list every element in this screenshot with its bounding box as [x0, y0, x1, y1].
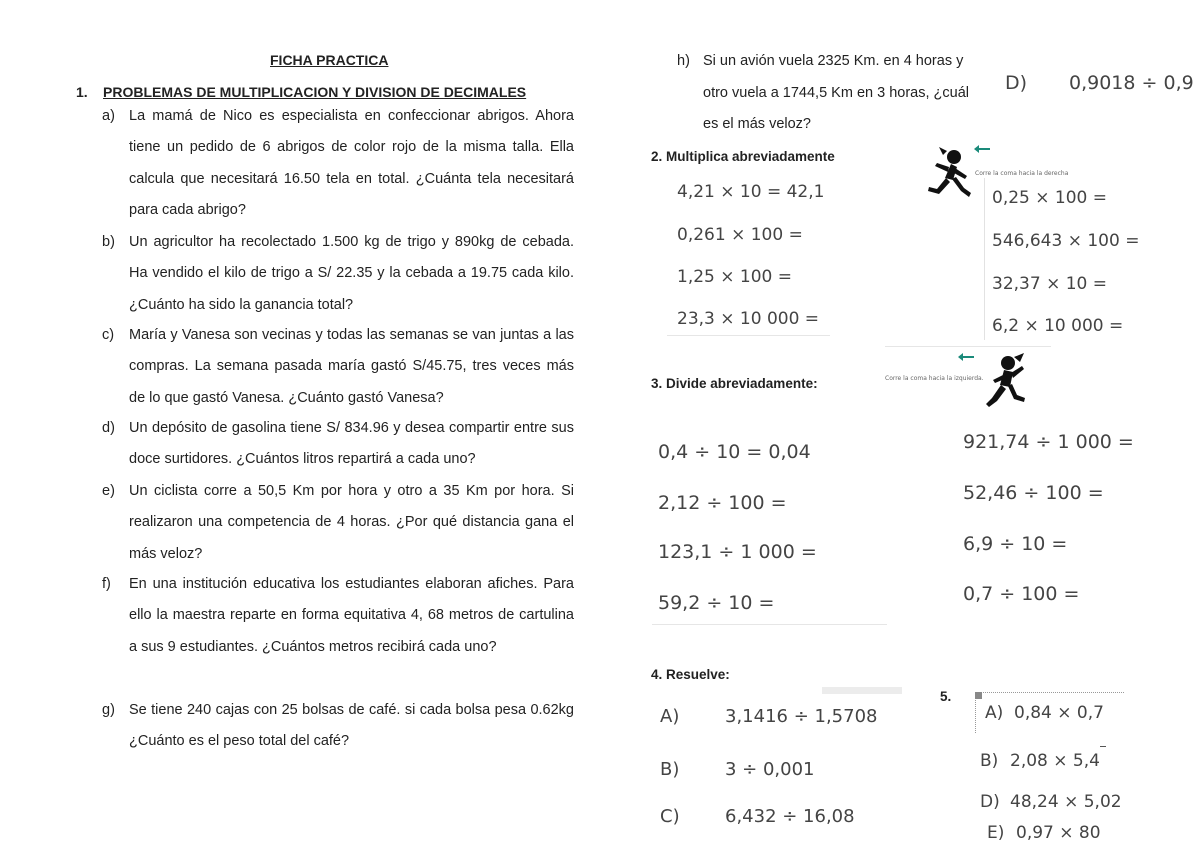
anchor-marker — [975, 692, 982, 699]
exercise-5-expression: 48,24 × 5,02 — [1010, 792, 1122, 812]
problem-h-line-2: otro vuela a 1744,5 Km en 3 horas, ¿cuál — [703, 84, 969, 101]
problem-text: La mamá de Nico es especialista en confeccionar abrigos. Ahora tiene un pedido de 6 abrigos de color rojo de la misma talla. Ella calcula que necesitará 16.50 tela en total. ¿Cuánta tela necesitará para cada abrigo? — [129, 108, 574, 219]
problem-h — [677, 46, 989, 141]
multiply-item: 1,25 × 100 = — [677, 267, 792, 287]
problem-text: Un depósito de gasolina tiene S/ 834.96 y desea compartir entre sus doce surtidores. ¿Cuántos litros repartirá a cada uno? — [129, 420, 574, 468]
resolve-label: A) — [660, 706, 680, 727]
section-1-heading — [76, 84, 526, 100]
corner-exercise-expression: 0,9018 ÷ 0,9 — [1069, 72, 1194, 94]
problem-f — [102, 569, 574, 663]
exercise-5-expression: 0,97 × 80 — [1016, 823, 1101, 843]
section-1-title: PROBLEMAS DE MULTIPLICACION Y DIVISION DE DECIMALES — [103, 84, 527, 100]
section-2-heading: 2. Multiplica abreviadamente — [651, 149, 835, 164]
page-title: FICHA PRACTICA — [270, 52, 389, 68]
divide-item: 52,46 ÷ 100 = — [963, 482, 1104, 504]
divide-item: 921,74 ÷ 1 000 = — [963, 431, 1134, 453]
problem-label: c) — [102, 327, 115, 343]
divide-item: 123,1 ÷ 1 000 = — [658, 541, 817, 563]
problem-d — [102, 413, 574, 476]
exercise-5-label: A) — [985, 703, 1004, 723]
divide-item: 0,4 ÷ 10 = 0,04 — [658, 441, 811, 463]
multiply-item: 23,3 × 10 000 = — [677, 309, 820, 329]
divide-item: 2,12 ÷ 100 = — [658, 492, 787, 514]
section-3-hint: Corre la coma hacia la izquierda. — [885, 375, 984, 382]
problem-text: Un agricultor ha recolectado 1.500 kg de trigo y 890kg de cebada. Ha vendido el kilo de trigo a S/ 22.35 y la cebada a 19.75 cada kilo. ¿Cuánto ha sido la ganancia total? — [129, 234, 574, 313]
multiply-item: 546,643 × 100 = — [992, 231, 1140, 251]
problem-h-line-1: Si un avión vuela 2325 Km. en 4 horas y — [703, 53, 964, 69]
divider — [885, 346, 1051, 347]
running-girl-icon — [925, 145, 975, 201]
problem-label: b) — [102, 234, 115, 250]
resolve-expression: 3 ÷ 0,001 — [725, 759, 815, 780]
problem-label: e) — [102, 483, 115, 499]
problem-text: Se tiene 240 cajas con 25 bolsas de café. si cada bolsa pesa 0.62kg ¿Cuánto es el peso total del café? — [129, 702, 574, 750]
hint-arrow-icon — [962, 356, 974, 358]
exercise-5-expression: 2,08 × 5,4 — [1010, 751, 1100, 771]
problem-h-line-3: es el más veloz? — [703, 116, 811, 132]
corner-exercise-label: D) — [1005, 72, 1028, 94]
exercise-5-expression: 0,84 × 0,7 — [1014, 703, 1104, 723]
divider — [652, 624, 887, 625]
problem-label: f) — [102, 576, 111, 592]
section-4-heading: 4. Resuelve: — [651, 667, 730, 682]
exercise-5-label: E) — [987, 823, 1005, 843]
problem-b — [102, 227, 574, 321]
problem-g — [102, 695, 574, 758]
multiply-item: 4,21 × 10 = 42,1 — [677, 182, 825, 202]
divide-item: 59,2 ÷ 10 = — [658, 592, 775, 614]
section-1-number: 1. — [76, 84, 88, 100]
problem-e — [102, 476, 574, 570]
section-5-heading: 5. — [940, 689, 952, 704]
resolve-expression: 3,1416 ÷ 1,5708 — [725, 706, 878, 727]
multiply-item: 6,2 × 10 000 = — [992, 316, 1124, 336]
divider — [822, 687, 902, 694]
problem-c — [102, 320, 574, 414]
problem-text: En una institución educativa los estudiantes elaboran afiches. Para ello la maestra reparte en forma equitativa 4, 68 metros de cartulina a sus 9 estudiantes. ¿Cuántos metros recibirá cada uno? — [129, 576, 574, 655]
problem-label: h) — [677, 53, 690, 69]
section-2-hint: Corre la coma hacia la derecha — [975, 170, 1069, 177]
divider — [667, 335, 830, 336]
divider — [1100, 746, 1106, 747]
resolve-expression: 6,432 ÷ 16,08 — [725, 806, 855, 827]
exercise-5-label: B) — [980, 751, 999, 771]
multiply-item: 0,25 × 100 = — [992, 188, 1107, 208]
section-3-heading: 3. Divide abreviadamente: — [651, 376, 818, 391]
divide-item: 6,9 ÷ 10 = — [963, 533, 1068, 555]
problem-label: d) — [102, 420, 115, 436]
resolve-label: B) — [660, 759, 680, 780]
divide-item: 0,7 ÷ 100 = — [963, 583, 1080, 605]
divider — [984, 178, 985, 340]
problem-label: a) — [102, 108, 115, 124]
problem-text: Un ciclista corre a 50,5 Km por hora y otro a 35 Km por hora. Si realizaron una competencia de 4 horas. ¿Por qué distancia gana el más veloz? — [129, 483, 574, 562]
exercise-5-label: D) — [980, 792, 1000, 812]
problem-label: g) — [102, 702, 115, 718]
multiply-item: 32,37 × 10 = — [992, 274, 1107, 294]
problem-a — [102, 101, 574, 227]
multiply-item: 0,261 × 100 = — [677, 225, 803, 245]
hint-arrow-icon — [978, 148, 990, 150]
problem-text: María y Vanesa son vecinas y todas las semanas se van juntas a las compras. La semana pasada maría gastó S/45.75, tres veces más de lo que gastó Vanesa. ¿Cuánto gastó Vanesa? — [129, 327, 574, 406]
running-girl-icon — [984, 352, 1032, 410]
resolve-label: C) — [660, 806, 680, 827]
